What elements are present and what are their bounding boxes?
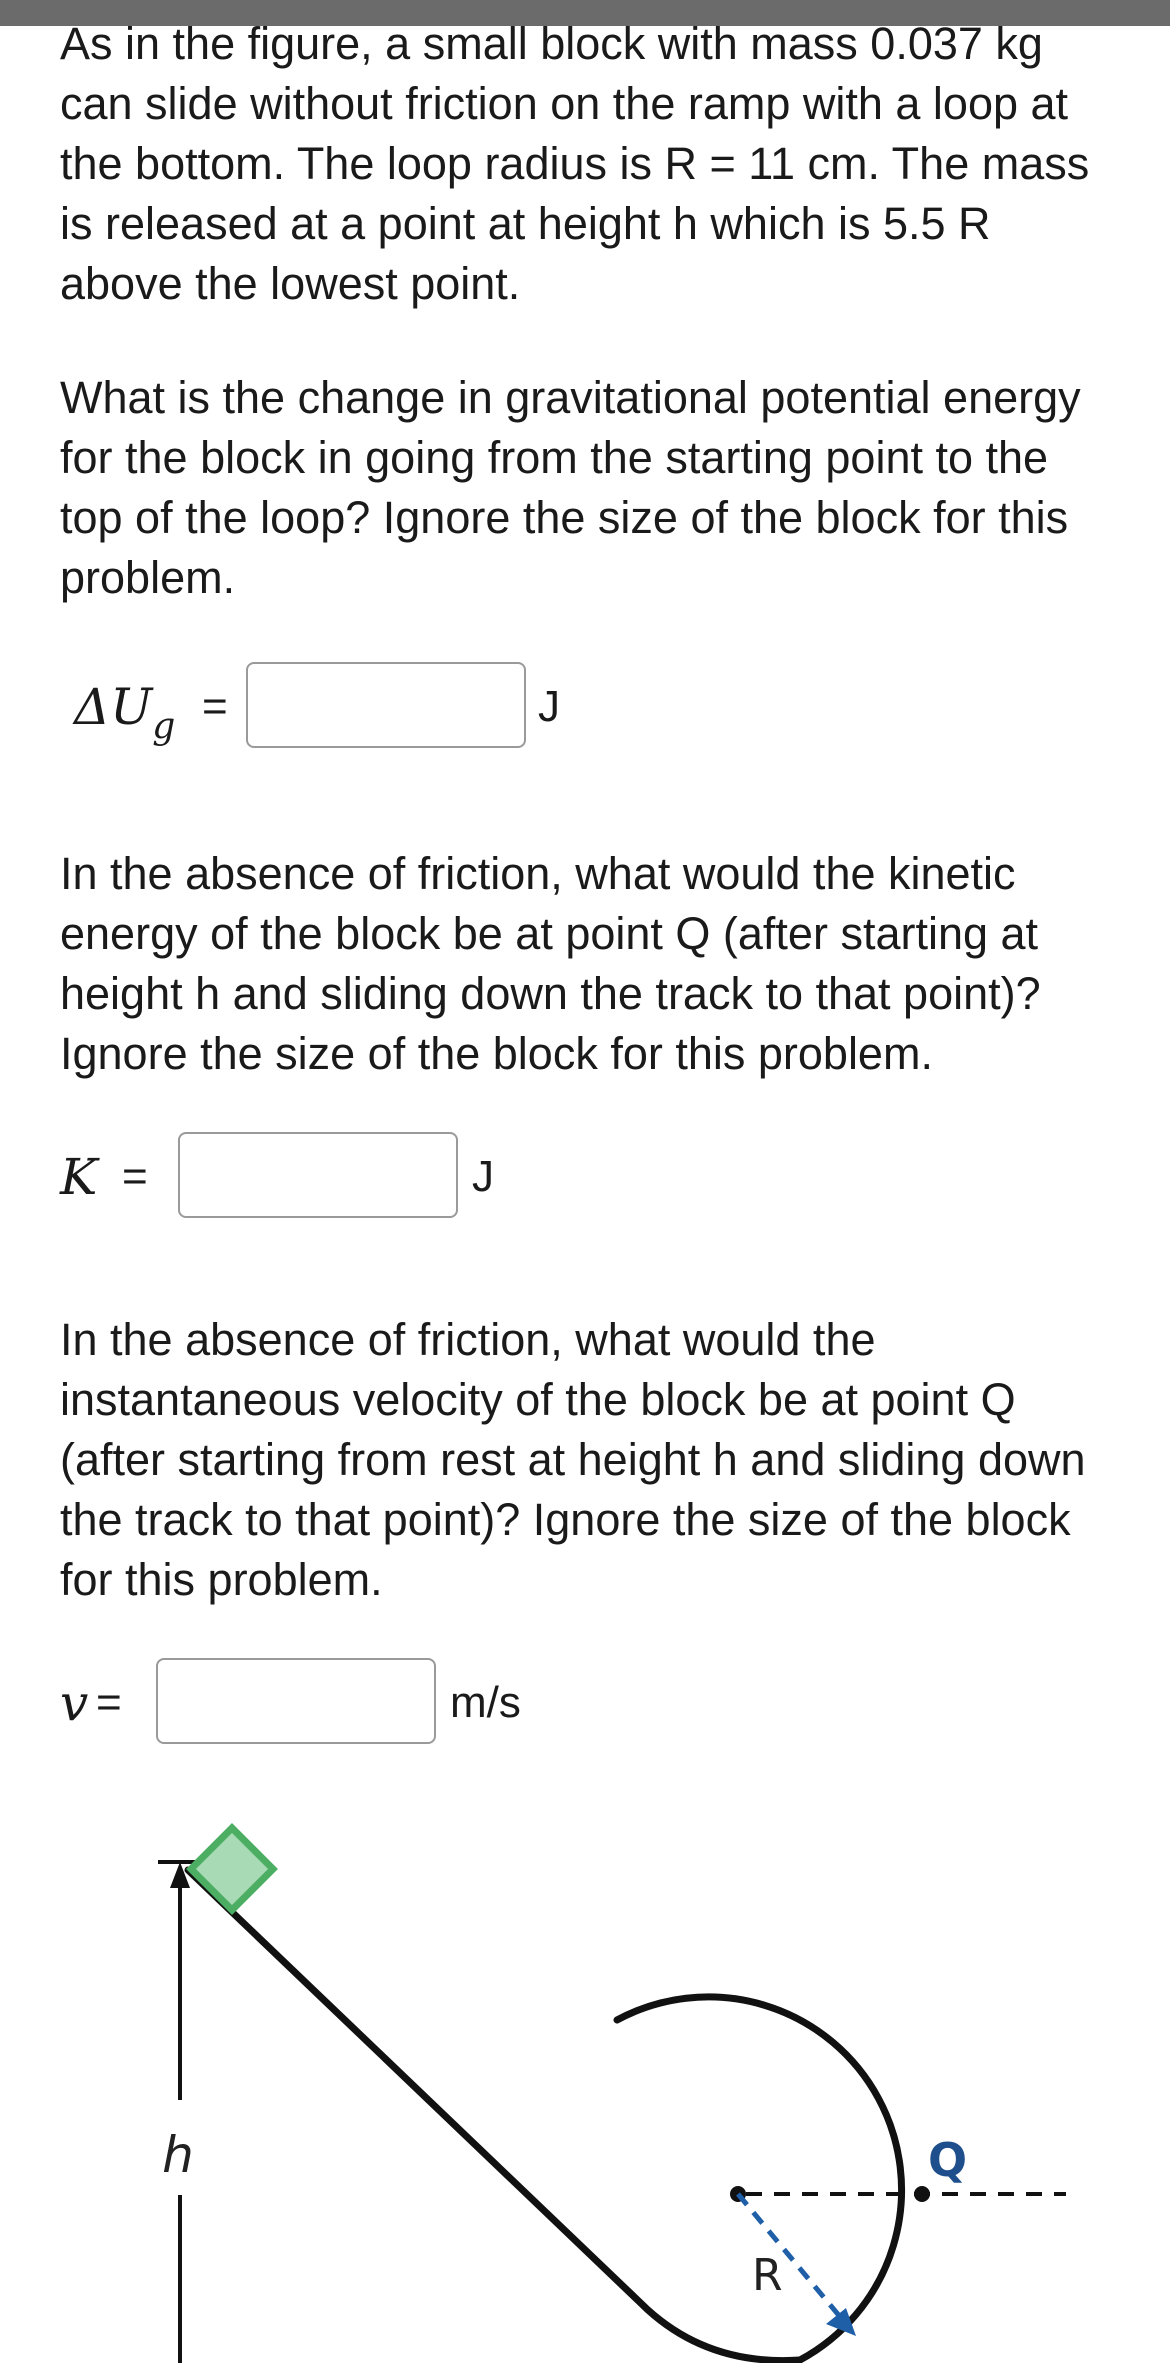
delta-ug-unit: J [538, 682, 560, 731]
delta-ug-symbol [74, 662, 175, 752]
delta-ug-equals: = [202, 682, 228, 731]
ramp-loop-figure [0, 1800, 1170, 2363]
question-2-text: In the absence of friction, what would the kinetic energy of the block be at point Q (after starting at height h and sliding down the track to that point)? Ignore the size of the block for this problem. [60, 848, 1041, 1079]
radius-label: R [752, 2250, 783, 2301]
delta-ug-input[interactable] [246, 662, 526, 748]
loop-track [617, 1997, 902, 2360]
velocity-equals: = [96, 1678, 122, 1727]
height-arrow-up-icon [170, 1862, 190, 1888]
question-3-text: In the absence of friction, what would the instantaneous velocity of the block be at point Q (after starting from rest at height h and sliding down the track to that point)? Ignore the size of the block for this problem. [60, 1314, 1086, 1605]
velocity-unit: m/s [450, 1678, 521, 1727]
ramp-track [188, 1870, 800, 2361]
answer-row-kinetic-energy [60, 1132, 960, 1222]
point-q-dot [914, 2186, 930, 2202]
delta-ug-symbol-main: ΔU [74, 678, 153, 736]
delta-ug-subscript: g [152, 706, 176, 747]
velocity-symbol: v [60, 1674, 89, 1732]
question-1-text: What is the change in gravitational potential energy for the block in going from the starting point to the top of the loop? Ignore the size of the block for this problem. [60, 372, 1081, 603]
velocity-input[interactable] [156, 1658, 436, 1744]
kinetic-energy-equals: = [122, 1152, 148, 1201]
kinetic-energy-symbol: K [60, 1148, 98, 1206]
height-indicator [158, 1862, 198, 2363]
kinetic-energy-input[interactable] [178, 1132, 458, 1218]
height-label: h [162, 2126, 194, 2184]
point-q-label: Q [928, 2133, 968, 2187]
kinetic-energy-unit: J [472, 1152, 494, 1201]
answer-row-delta-ug [60, 662, 960, 752]
answer-row-velocity [60, 1658, 960, 1748]
problem-intro: As in the figure, a small block with mass 0.037 kg can slide without friction on the ramp with a loop at the bottom. The loop radius is R = 11 cm. The mass is released at a point at height h which is 5.5 R above the lowest point. [60, 18, 1090, 309]
sliding-block [191, 1828, 273, 1910]
